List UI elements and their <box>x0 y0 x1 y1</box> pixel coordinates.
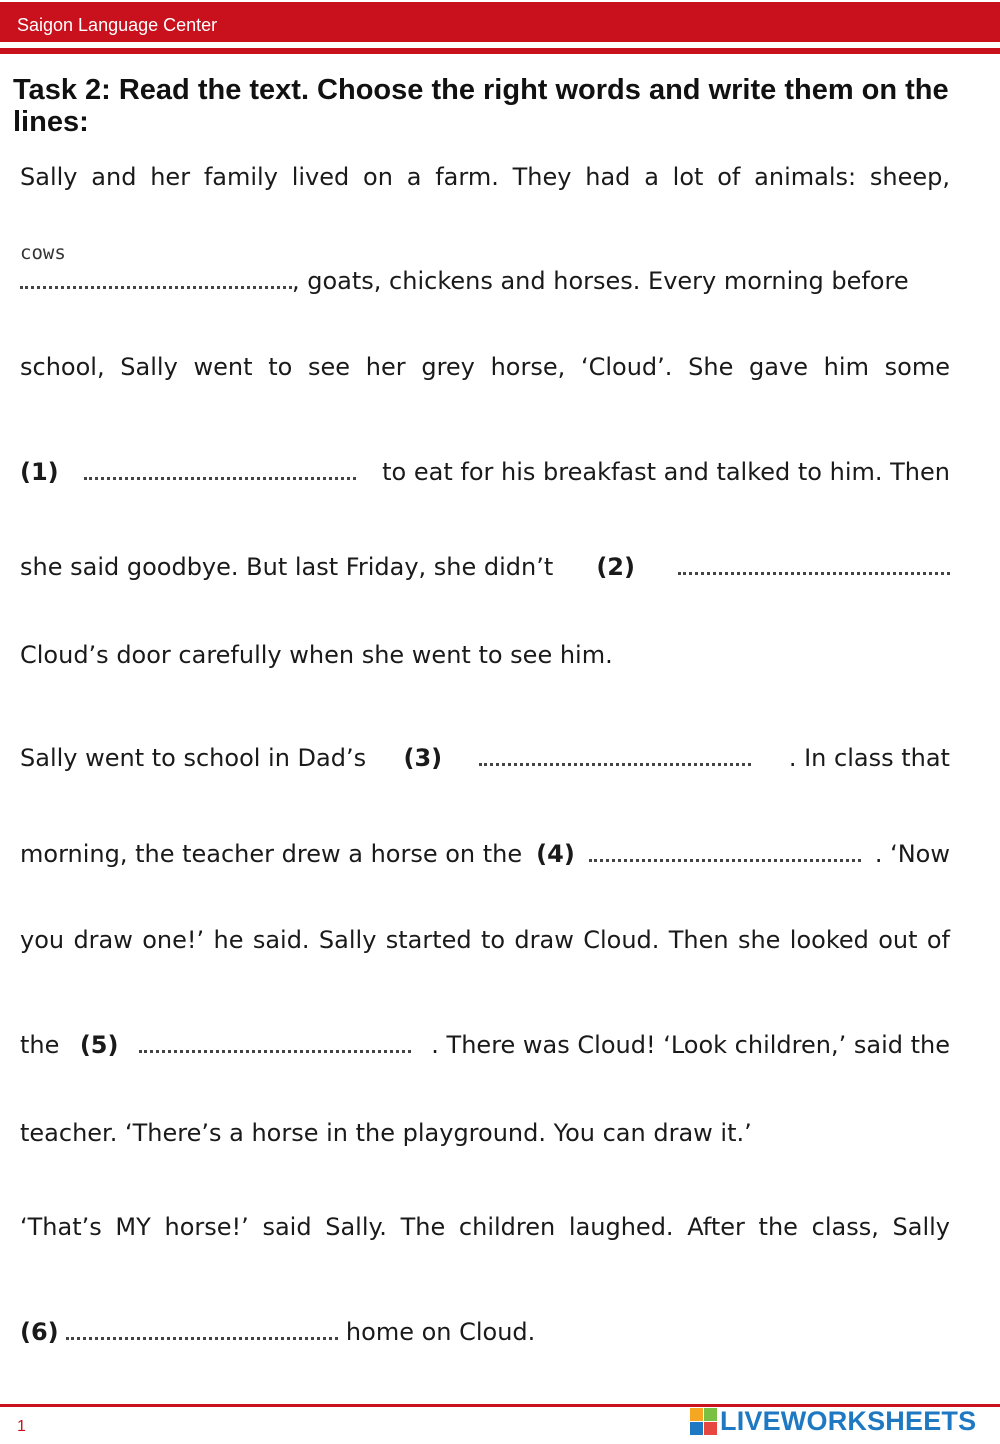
text-line-10 <box>20 1022 950 1062</box>
text-line-9: you draw one!’ he said. Sally started to draw Cloud. Then she looked out of <box>20 926 950 954</box>
gap-3-number: (3) <box>403 744 443 772</box>
example-answer: cows <box>20 242 66 264</box>
text-line-12: ‘That’s MY horse!’ said Sally. The children laughed. After the class, Sally <box>20 1213 950 1241</box>
liveworksheets-logo-icon <box>690 1408 717 1435</box>
gap-2-number: (2) <box>596 553 635 581</box>
line-10-after-text: . There was Cloud! ‘Look children,’ said the <box>431 1031 950 1059</box>
line-8-text: morning, the teacher drew a horse on the <box>20 840 523 868</box>
gap-3-input[interactable] <box>479 735 751 766</box>
line-2-text: , goats, chickens and horses. Every morning before <box>292 267 909 295</box>
text-line-5 <box>20 544 950 584</box>
line-7-after-text: . In class that <box>788 744 950 772</box>
liveworksheets-logo <box>690 1406 976 1436</box>
text-line-7 <box>20 735 950 775</box>
text-line-8 <box>20 831 950 871</box>
text-line-3: school, Sally went to see her grey horse, ‘Cloud’. She gave him some <box>20 353 950 381</box>
liveworksheets-logo-text: LIVEWORKSHEETS <box>720 1405 977 1436</box>
gap-6-input[interactable] <box>66 1309 338 1340</box>
line-5-text: she said goodbye. But last Friday, she didn’t <box>20 553 554 581</box>
header-title: Saigon Language Center <box>17 15 218 35</box>
gap-5-input[interactable] <box>139 1022 411 1053</box>
gap-4-number: (4) <box>536 840 575 868</box>
text-line-4 <box>20 449 950 489</box>
text-line-2 <box>20 242 950 298</box>
gap-1-number: (1) <box>20 458 59 486</box>
line-4-text: to eat for his breakfast and talked to him. Then <box>382 458 950 486</box>
gap-6-number: (6) <box>20 1318 59 1346</box>
header-divider <box>0 48 1000 54</box>
text-line-13 <box>20 1309 950 1349</box>
gap-2-input[interactable] <box>678 544 950 575</box>
line-13-text: home on Cloud. <box>345 1318 536 1346</box>
text-line-1: Sally and her family lived on a farm. They had a lot of animals: sheep, <box>20 163 950 191</box>
task-title: Task 2: Read the text. Choose the right words and write them on the lines: <box>13 74 949 138</box>
text-line-6: Cloud’s door carefully when she went to see him. <box>20 641 613 669</box>
line-8-after-text: . ‘Now <box>874 840 950 868</box>
line-10-text: the <box>20 1031 60 1059</box>
page-number: 1 <box>17 1418 26 1435</box>
line-7-text: Sally went to school in Dad’s <box>20 744 367 772</box>
gap-4-input[interactable] <box>589 831 861 862</box>
gap-1-input[interactable] <box>84 449 356 480</box>
example-blank <box>20 242 292 289</box>
text-line-11: teacher. ‘There’s a horse in the playground. You can draw it.’ <box>20 1119 752 1147</box>
gap-5-number: (5) <box>79 1031 119 1059</box>
